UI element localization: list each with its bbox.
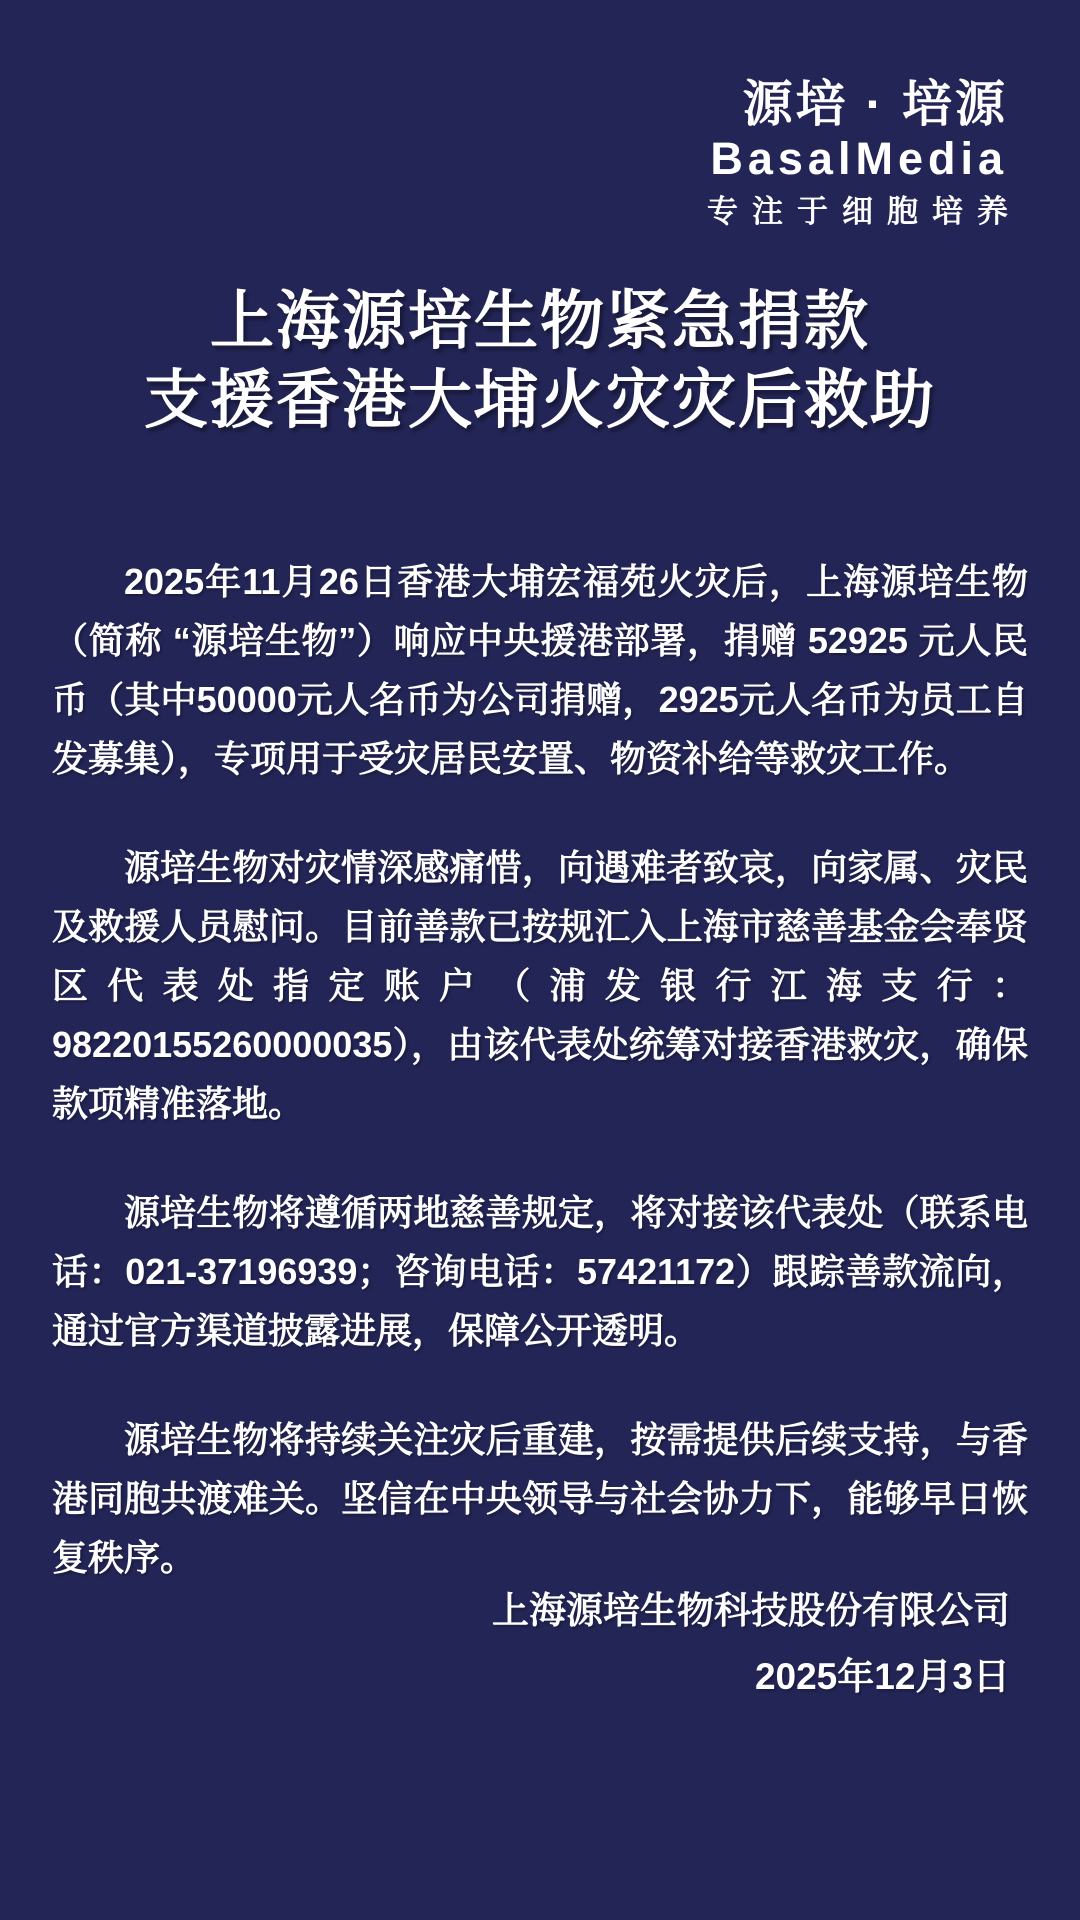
paragraph-condolences-account: 源培生物对灾情深感痛惜，向遇难者致哀，向家属、灾民及救援人员慰问。目前善款已按规汇入上海市慈善基金会奉贤区代表处指定账户（浦发银行江海支行：98220155260000035），由该代表处统筹对接香港救灾，确保款项精准落地。 xyxy=(52,847,1028,1124)
logo-brand-english: BasalMedia xyxy=(710,133,1008,184)
title-line-1: 上海源培生物紧急捐款 xyxy=(210,285,870,357)
company-logo xyxy=(707,76,1022,232)
paragraph-oversight-contacts: 源培生物将遵循两地慈善规定，将对接该代表处（联系电话：021-37196939；咨询电话：57421172）跟踪善款流向，通过官方渠道披露进展，保障公开透明。 xyxy=(52,1192,1028,1351)
paragraph-ongoing-support: 源培生物将持续关注灾后重建，按需提供后续支持，与香港同胞共渡难关。坚信在中央领导与社会协力下，能够早日恢复秩序。 xyxy=(52,1419,1028,1578)
announcement-body xyxy=(52,552,1028,1637)
logo-tagline: 专注于细胞培养 xyxy=(707,194,1022,229)
title-line-2: 支援香港大埔火灾灾后救助 xyxy=(144,364,936,436)
announcement-title xyxy=(0,282,1080,440)
paragraph-donation-summary: 2025年11月26日香港大埔宏福苑火灾后，上海源培生物（简称 “源培生物”）响应中央援港部署，捐赠 52925 元人民币（其中50000元人名币为公司捐赠，2925元人名币为员工自发募集），专项用于受灾居民安置、物资补给等救灾工作。 xyxy=(52,561,1028,779)
signature-block xyxy=(492,1578,1010,1710)
signature-company: 上海源培生物科技股份有限公司 xyxy=(492,1590,1010,1631)
logo-brand-chinese: 源培 · 培源 xyxy=(742,76,1008,132)
signature-date: 2025年12月3日 xyxy=(754,1656,1010,1697)
